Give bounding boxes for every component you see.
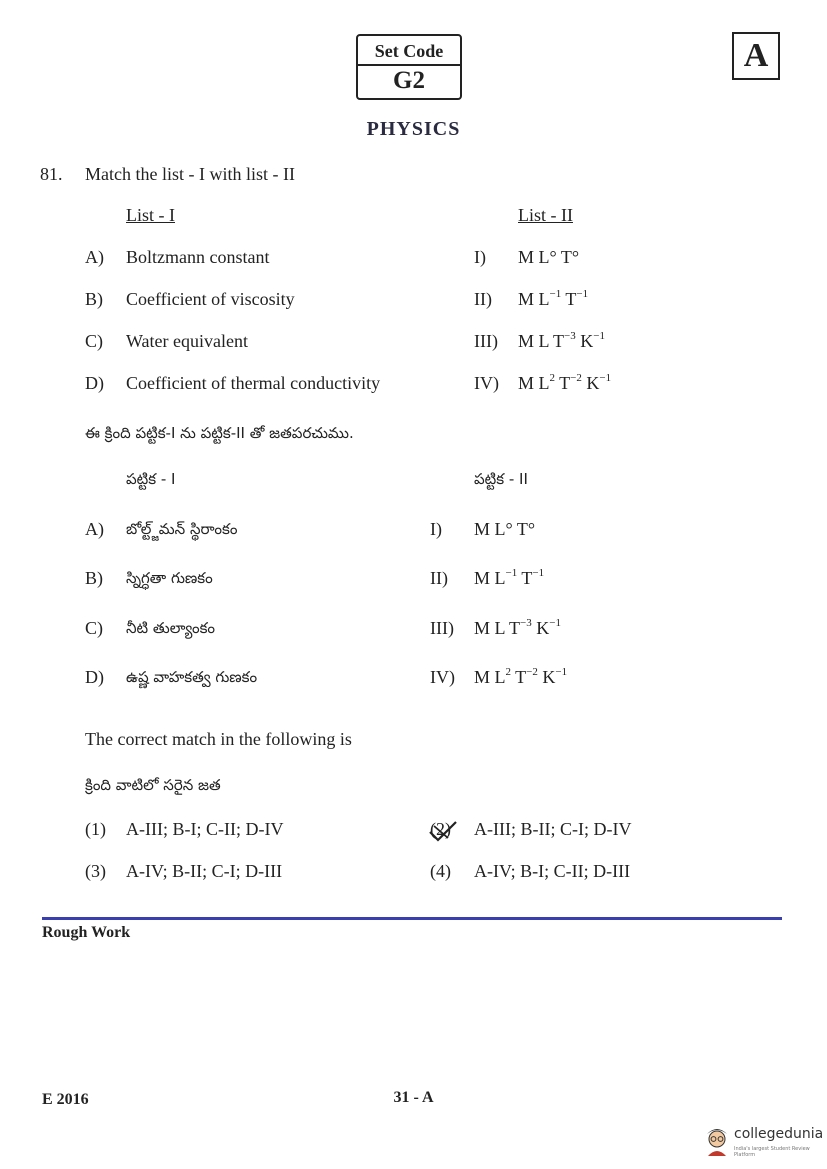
row-text: Boltzmann constant <box>126 247 270 267</box>
row-key: B) <box>85 568 103 588</box>
question-stem-te: ఈ క్రింది పట్టిక-I ను పట్టిక-II తో జతపరచుము. <box>85 424 354 442</box>
option-1-text: A-III; B-I; C-II; D-IV <box>126 819 284 839</box>
exam-code: E 2016 <box>42 1091 89 1108</box>
subject-title: PHYSICS <box>366 118 461 140</box>
row-roman: IV) <box>430 667 455 687</box>
row-key: B) <box>85 289 103 309</box>
mascot-icon <box>704 1124 730 1156</box>
row-key: A) <box>85 247 104 267</box>
row-dimension: M $L^{-1}$ $T^{-1}$ <box>474 567 545 588</box>
option-2-text: A-III; B-II; C-I; D-IV <box>474 819 632 839</box>
question-stem-en: Match the list - I with list - II <box>85 164 295 184</box>
watermark-tagline: India's largest Student Review Platform <box>734 1146 810 1158</box>
rough-work-label: Rough Work <box>42 924 131 941</box>
booklet-series-box: A <box>732 32 780 80</box>
row-roman: I) <box>430 519 442 539</box>
set-code-value: G2 <box>393 67 425 94</box>
option-1-number: (1) <box>85 819 106 839</box>
row-dimension: M L $T^{-3}$ $K^{-1}$ <box>474 617 561 638</box>
option-4-text: A-IV; B-I; C-II; D-III <box>474 861 631 881</box>
row-key: D) <box>85 373 104 393</box>
answer-prompt-te: క్రింది వాటిలో సరైన జత <box>85 776 221 794</box>
page-number: 31 - A <box>393 1089 434 1106</box>
row-roman: III) <box>430 618 454 638</box>
row-dimension: M L $T^{-3}$ $K^{-1}$ <box>518 330 605 351</box>
set-code-label: Set Code <box>358 38 460 66</box>
row-roman: I) <box>474 247 486 267</box>
row-key: A) <box>85 519 104 539</box>
list1-heading-te: పట్టిక - I <box>126 470 176 488</box>
answer-prompt-en: The correct match in the following is <box>85 729 352 749</box>
row-dimension: M $L^2$ $T^{-2}$ $K^{-1}$ <box>474 666 568 687</box>
row-roman: II) <box>474 289 492 309</box>
row-dimension: M $L^2$ $T^{-2}$ $K^{-1}$ <box>518 372 612 393</box>
row-roman: IV) <box>474 373 499 393</box>
row-key: C) <box>85 331 103 351</box>
list1-heading-en: List - I <box>126 205 175 225</box>
list2-heading-en: List - II <box>518 205 573 225</box>
row-text-te: నీటి తుల్యాంకం <box>126 619 216 637</box>
row-roman: III) <box>474 331 498 351</box>
row-dimension: M L° T° <box>518 247 580 267</box>
question-number: 81. <box>40 164 63 184</box>
rough-work-divider <box>42 917 782 920</box>
option-4-number: (4) <box>430 861 451 881</box>
row-text: Coefficient of thermal conductivity <box>126 373 381 393</box>
row-dimension: M L° T° <box>474 519 536 539</box>
row-text-te: బోల్ట్జ్‌మన్ స్థిరాంకం <box>126 520 238 538</box>
row-dimension: M $L^{-1}$ $T^{-1}$ <box>518 288 589 309</box>
row-key: D) <box>85 667 104 687</box>
row-roman: II) <box>430 568 448 588</box>
set-code-box <box>356 34 462 100</box>
row-text: Coefficient of viscosity <box>126 289 295 309</box>
collegedunia-watermark <box>700 1120 824 1164</box>
row-text: Water equivalent <box>126 331 248 351</box>
watermark-brand: collegedunia <box>734 1126 824 1142</box>
row-key: C) <box>85 618 103 638</box>
row-text-te: స్నిగ్ధతా గుణకం <box>126 569 213 587</box>
option-3-text: A-IV; B-II; C-I; D-III <box>126 861 283 881</box>
answer-tick-mark <box>426 818 460 844</box>
option-2-number: (2) <box>430 819 451 839</box>
option-3-number: (3) <box>85 861 106 881</box>
row-text-te: ఉష్ణ వాహకత్వ గుణకం <box>126 668 258 686</box>
list2-heading-te: పట్టిక - II <box>474 470 528 488</box>
